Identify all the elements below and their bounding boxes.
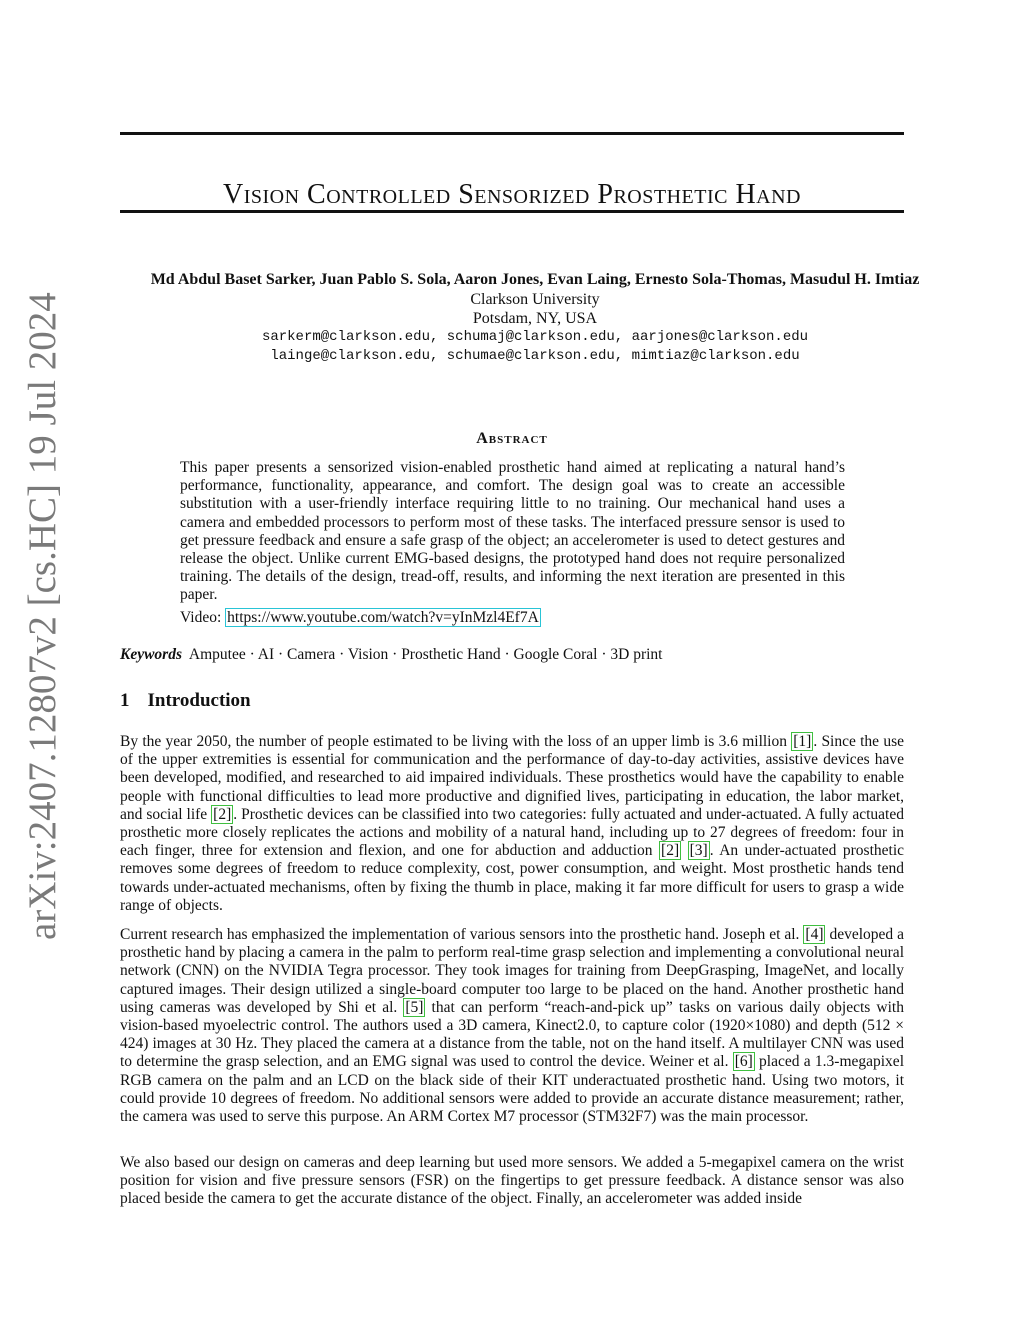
citation-link[interactable]: [4] [805, 926, 824, 943]
text-run: placed a 1.3-megapixel RGB camera on the palm and an LCD on the black side of their KIT underactuated prosthetic hand. Using two motors, it could provide 10 degrees of freedom. No additional sensors were added to provide an accurate distance measurement; rather, the camera was used to serve this purpose. An ARM Cortex M7 processor (STM32F7) was the main processor. [120, 1053, 904, 1126]
intro-paragraph-1 [120, 733, 904, 915]
keywords-label: Keywords [120, 646, 182, 663]
keywords-line [120, 646, 663, 664]
video-label: Video: [180, 609, 222, 626]
text-run: . Prosthetic devices can be classified into two categories: fully actuated and under-actuated. A fully actuated prosthetic more closely replicates the actions and mobility of a natural hand, including up to 27 degrees of freedom: four in each finger, three for extension and flexion, and one for abduction and adduction [120, 805, 904, 860]
author-names: Md Abdul Baset Sarker, Juan Pablo S. Sola, Aaron Jones, Evan Laing, Ernesto Sola-Thomas, Masudul H. Imtiaz [150, 271, 920, 288]
location: Potsdam, NY, USA [472, 310, 598, 327]
text-run: . Since the use of the upper extremities is essential for communication and the performance of day-to-day activities, assistive devices have been developed, modified, and researched to aid impaired individuals. These prosthetics would have the capability to enable people with functional difficulties to lead more productive and dignified lives, participating in education, the labor market, and social life [120, 733, 904, 823]
video-line [180, 609, 541, 627]
video-link[interactable]: https://www.youtube.com/watch?v=yInMzl4Ef7A [227, 609, 539, 626]
section-number: 1 [120, 690, 130, 711]
arxiv-side-label: arXiv:2407.12807v2 [cs.HC] 19 Jul 2024 [21, 292, 64, 940]
citation-link[interactable]: [5] [405, 998, 424, 1016]
title-rule-bottom [120, 210, 904, 213]
section-title: Introduction [147, 690, 251, 711]
text-run: that can perform “reach-and-pick up” tasks on various daily objects with vision-based myoelectric control. The authors used a 3D camera, Kinect2.0, to capture color (1920×1080) and depth (512 × 424) images at 30 Hz. They placed the camera at a distance from the table, not on the hand itself. A multilayer CNN was used to determine the grasp selection, and an EMG signal was used to control the device. Weiner et al. [120, 998, 904, 1071]
keywords-text: Amputee · AI · Camera · Vision · Prosthetic Hand · Google Coral · 3D print [188, 646, 663, 663]
emails-line-2: lainge@clarkson.edu, schumae@clarkson.edu, mimtiaz@clarkson.edu [270, 348, 800, 364]
citation-link[interactable]: [2] [213, 805, 232, 823]
intro-paragraph-2 [120, 926, 904, 1126]
citation-link[interactable]: [3] [689, 842, 708, 860]
citation-link[interactable]: [6] [734, 1053, 753, 1071]
abstract-text: This paper presents a sensorized vision-enabled prosthetic hand aimed at replicating a natural hand’s performance, functionality, appearance, and comfort. The design goal was to create an accessible substitution with a user-friendly interface requiring little to no training. Our mechanical hand uses a camera and embedded processors to perform most of these tasks. The interfaced pressure sensor is used to get pressure feedback and ensure a safe grasp of the object; an accelerometer is used to detect gestures and release the object. Unlike current EMG-based designs, the prototyped hand does not require personalized training. The details of the design, tread-off, results, and informing the next iteration are presented in this paper. [180, 459, 845, 604]
text-run: developed a prosthetic hand by placing a camera in the palm to perform real-time grasp selection and implementing a convolutional neural network (CNN) on the NVIDIA Tegra processor. They took images for training from DeepGrasping, ImageNet, and locally captured images. Their design utilized a single-board computer too large to be placed on the hand. Another prosthetic hand using cameras was developed by Shi et al. [120, 926, 905, 1016]
paper-title: Vision Controlled Sensorized Prosthetic Hand [222, 178, 801, 210]
citation-link[interactable]: [2] [661, 842, 680, 860]
affiliation: Clarkson University [470, 291, 600, 308]
text-run: Current research has emphasized the implementation of various sensors into the prosthetic hand. Joseph et al. [120, 926, 804, 943]
section-heading-introduction [120, 690, 251, 712]
author-block [120, 270, 950, 366]
emails-line-1: sarkerm@clarkson.edu, schumaj@clarkson.edu, aarjones@clarkson.edu [261, 329, 809, 345]
intro-paragraph-3: We also based our design on cameras and deep learning but used more sensors. We added a 5-megapixel camera on the wrist position for vision and five pressure sensors (FSR) on the fingertips to get pressure feedback. A distance sensor was also placed beside the camera to get the accurate distance of the object. Finally, an accelerometer was added inside [120, 1154, 904, 1208]
abstract-heading: Abstract [476, 430, 548, 447]
citation-link[interactable]: [1] [793, 733, 812, 750]
text-run: . An under-actuated prosthetic removes some degrees of freedom to reduce complexity, cost, power consumption, and weight. Most prosthetic hands tend towards under-actuated mechanisms, often by fixing the thumb in place, making it far more difficult for users to grasp a wide range of objects. [120, 842, 905, 914]
text-run: By the year 2050, the number of people estimated to be living with the loss of an upper limb is 3.6 million [120, 733, 792, 750]
title-rule-top [120, 132, 904, 135]
